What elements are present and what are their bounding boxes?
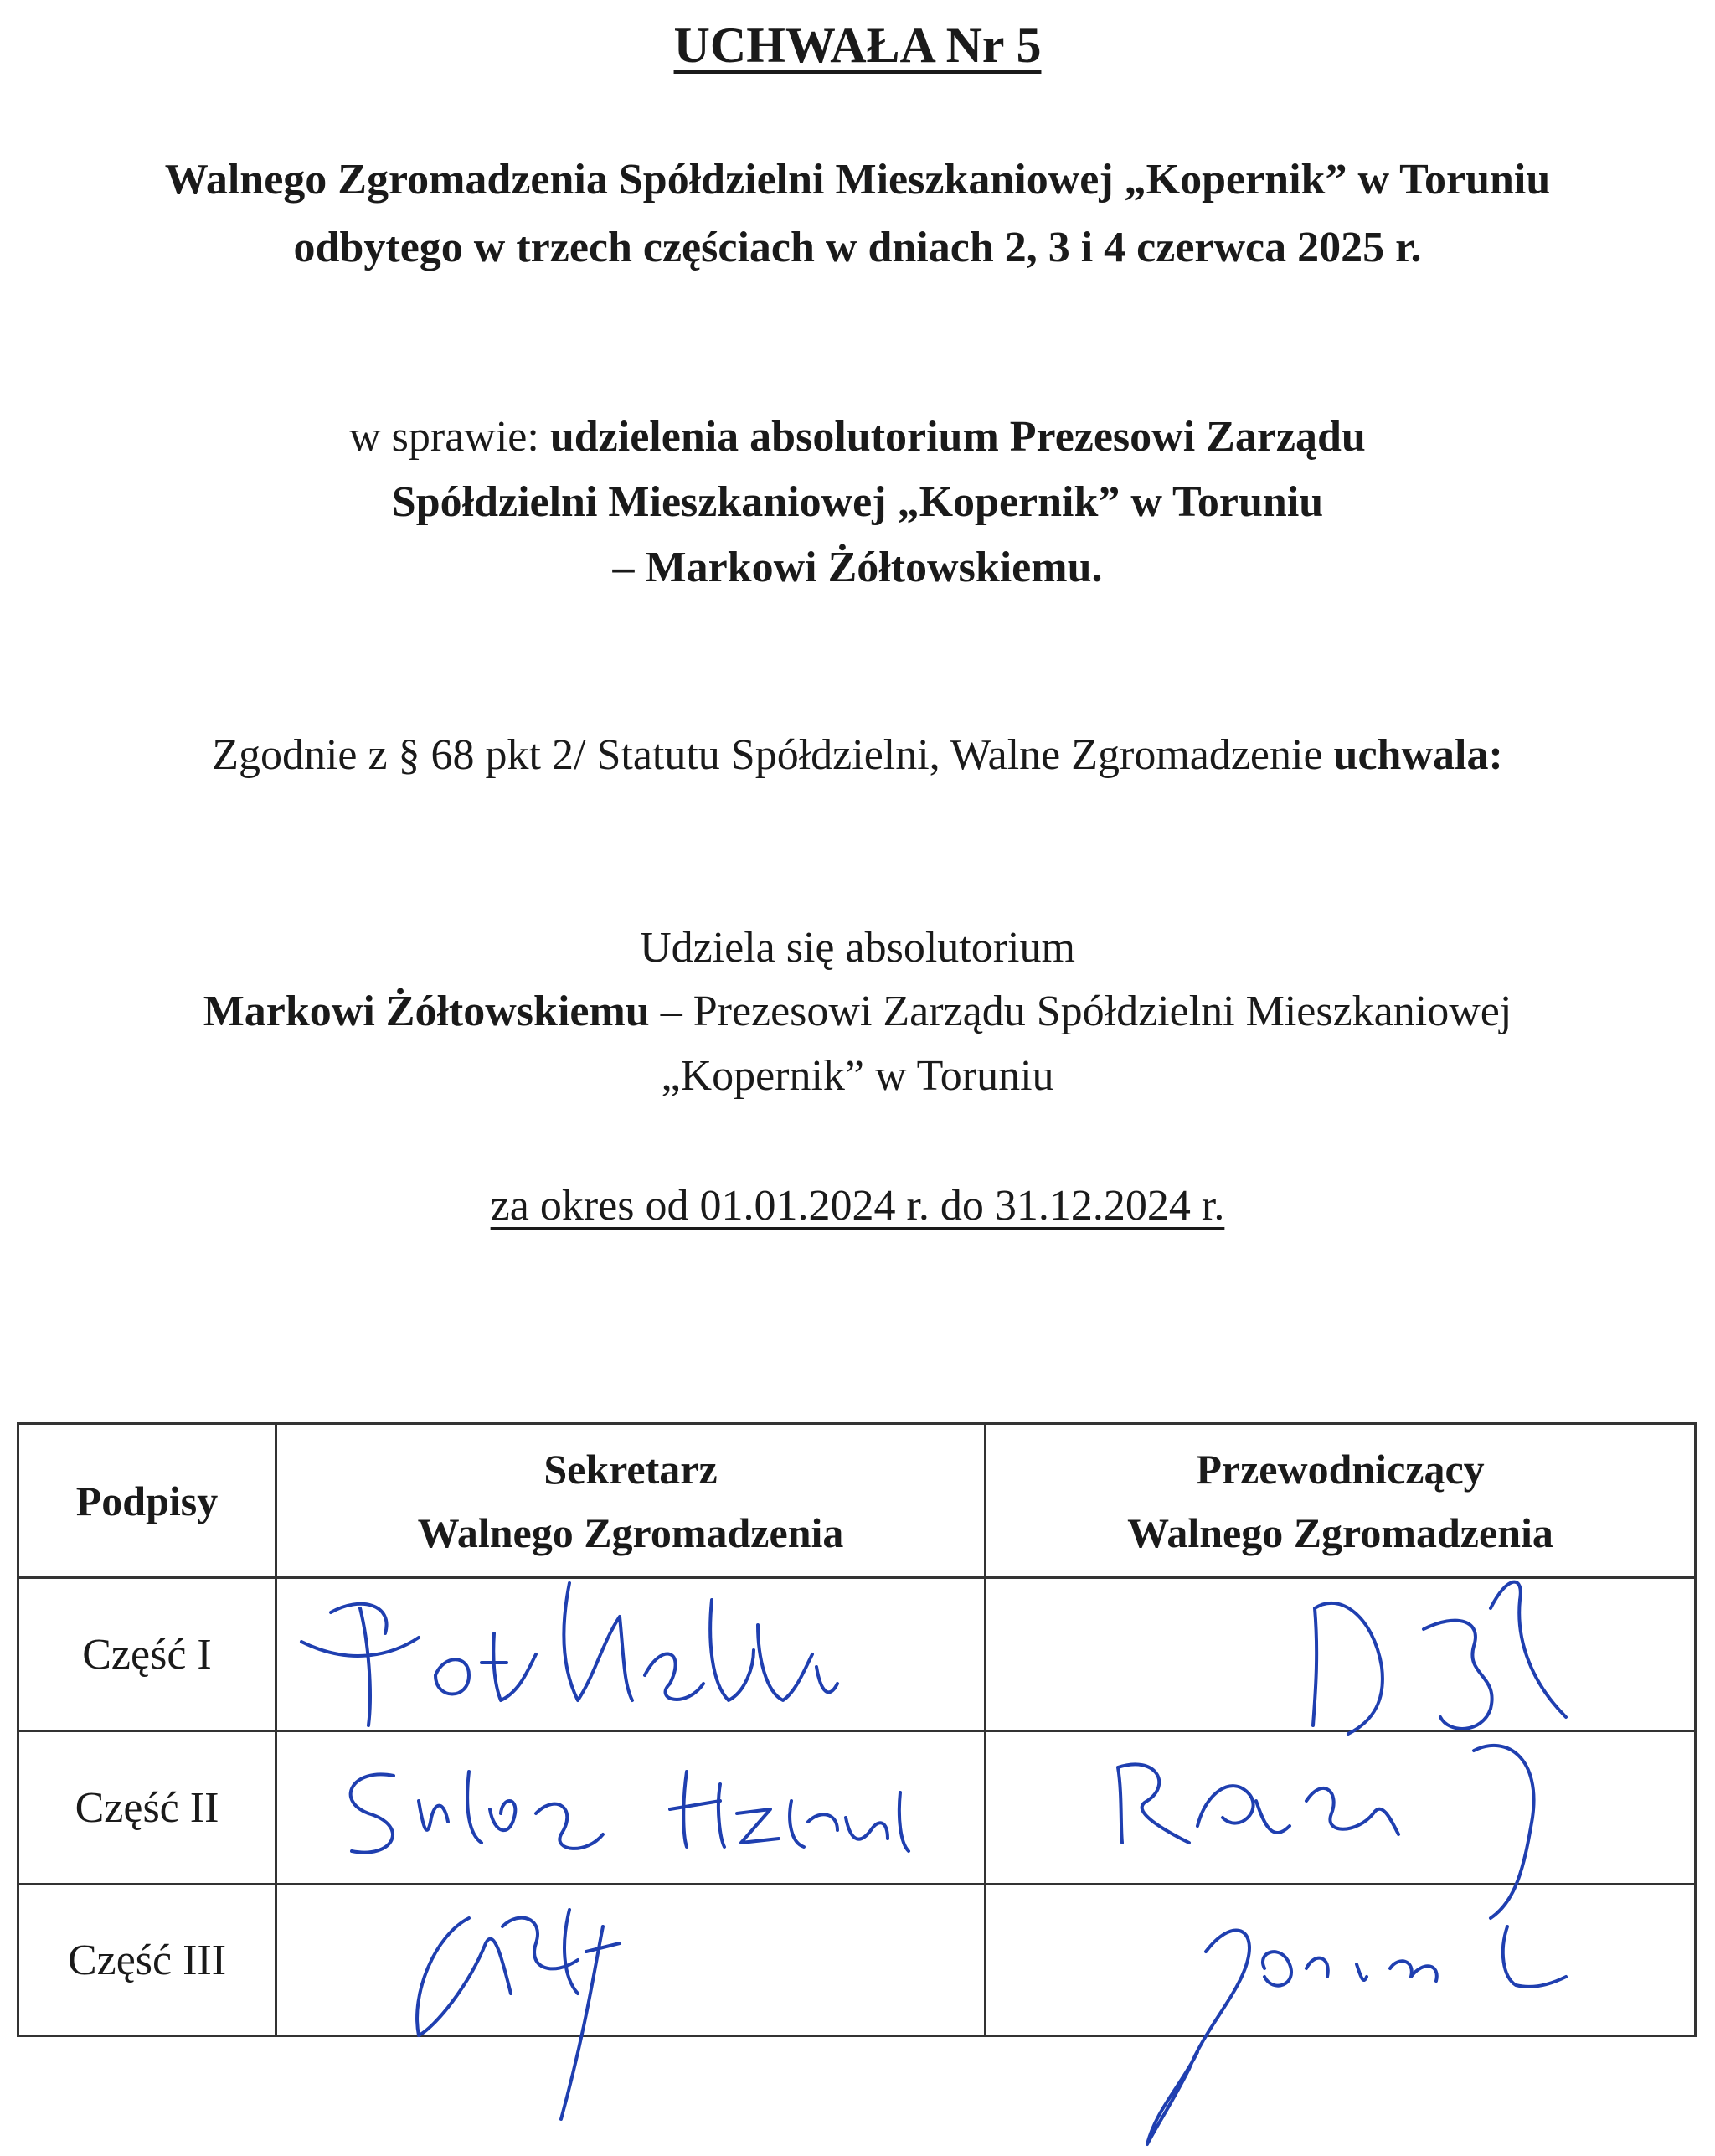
resolution-line-3: „Kopernik” w Toruniu	[661, 1052, 1054, 1100]
subject-line-3: – Markowi Żółtowskiemu.	[612, 544, 1103, 591]
row-label-part-2	[19, 1732, 275, 1883]
resolution-line-2	[0, 987, 1715, 1036]
header-sekretarz-line-1: Sekretarz	[543, 1445, 718, 1493]
row-label-text: Część I	[82, 1630, 212, 1679]
row-label-text: Część III	[67, 1936, 227, 1984]
header-sekretarz	[277, 1425, 984, 1576]
header-przewodniczacy	[986, 1425, 1694, 1576]
header-line-1: Walnego Zgromadzenia Spółdzielni Mieszkaniowej „Kopernik” w Toruniu	[164, 156, 1551, 204]
document-title: UCHWAŁA Nr 5	[673, 18, 1042, 73]
row-label-part-3	[19, 1885, 275, 2035]
legal-basis	[0, 730, 1715, 780]
header-przewodniczacy-line-2: Walnego Zgromadzenia	[1127, 1509, 1553, 1556]
header-podpisy	[19, 1425, 275, 1576]
period-text: za okres od 01.01.2024 r. do 31.12.2024 r.	[490, 1182, 1225, 1230]
subject-line-2: Spółdzielni Mieszkaniowej „Kopernik” w Toruniu	[391, 478, 1324, 526]
row-label-part-1	[19, 1579, 275, 1730]
subject-prefix: w sprawie:	[349, 413, 550, 461]
subject-line-1	[0, 412, 1715, 462]
resolution-role: – Prezesowi Zarządu Spółdzielni Mieszkaniowej	[649, 988, 1512, 1035]
header-line-2: odbytego w trzech częściach w dniach 2, 3 i 4 czerwca 2025 r.	[293, 224, 1422, 271]
resolution-line-1: Udziela się absolutorium	[640, 924, 1075, 972]
header-przewodniczacy-line-1: Przewodniczący	[1196, 1445, 1485, 1493]
header-podpisy-label: Podpisy	[75, 1477, 219, 1524]
legal-basis-bold: uchwala:	[1333, 731, 1503, 779]
legal-basis-text: Zgodnie z § 68 pkt 2/ Statutu Spółdzielni, Walne Zgromadzenie	[212, 731, 1334, 779]
header-sekretarz-line-2: Walnego Zgromadzenia	[417, 1509, 844, 1556]
subject-bold: udzielenia absolutorium Prezesowi Zarządu	[549, 413, 1366, 461]
signatures-table	[17, 1422, 1697, 2037]
row-label-text: Część II	[75, 1783, 219, 1832]
resolution-name: Markowi Żółtowskiemu	[203, 988, 650, 1035]
